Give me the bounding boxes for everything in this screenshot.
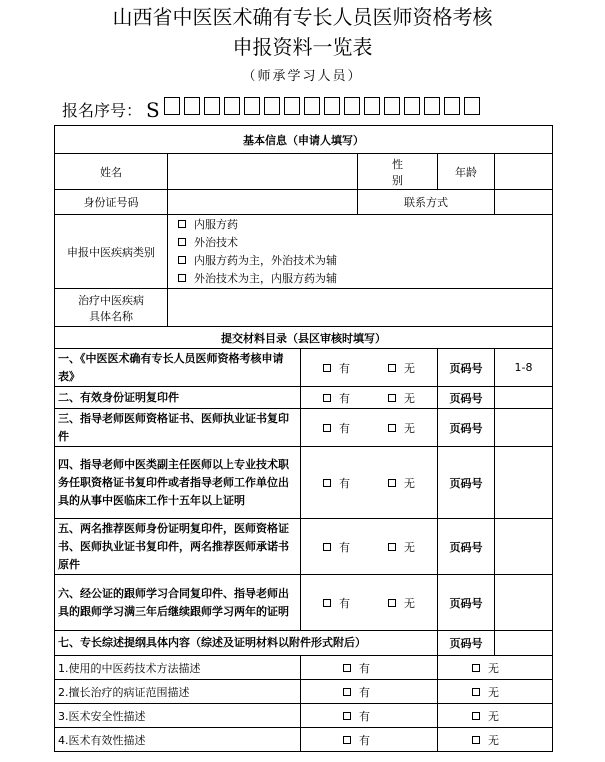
material-row	[55, 409, 553, 447]
application-form-table	[54, 125, 553, 752]
checkbox[interactable]	[388, 424, 396, 432]
category-row	[55, 215, 553, 289]
category-label: 申报中医疾病类别	[55, 215, 168, 289]
checkbox[interactable]	[323, 543, 331, 551]
age-field[interactable]	[495, 154, 553, 190]
checkbox[interactable]	[343, 688, 351, 696]
material-item: 六、经公证的跟师学习合同复印件、指导老师出具的跟师学习满三年后继续跟师学习两年的证明	[55, 575, 301, 631]
material-item: 七、专长综述提纲具体内容（综述及证明材料以附件形式附后）	[55, 631, 438, 656]
contact-field[interactable]	[495, 190, 553, 215]
no-option[interactable]: 无	[438, 680, 553, 704]
age-label: 年龄	[438, 154, 495, 190]
checkbox[interactable]	[388, 543, 396, 551]
basic-info-header-row	[55, 126, 553, 154]
basic-info-header: 基本信息（申请人填写）	[55, 126, 553, 154]
material-row	[55, 519, 553, 575]
no-option[interactable]: 无	[438, 704, 553, 728]
page-value[interactable]	[495, 575, 553, 631]
no-option[interactable]: 无	[438, 728, 553, 752]
yes-option[interactable]: 有	[323, 360, 350, 376]
checkbox[interactable]	[472, 688, 480, 696]
page-label: 页码号	[438, 575, 495, 631]
checkbox[interactable]	[343, 664, 351, 672]
page-value[interactable]: 1-8	[495, 349, 553, 387]
material-item: 一、《中医医术确有专长人员医师资格考核申请表》	[55, 349, 301, 387]
id-row	[55, 190, 553, 215]
sub-item: 1.使用的中医药技术方法描述	[55, 656, 301, 680]
sub-item: 4.医术有效性描述	[55, 728, 301, 752]
disease-field[interactable]	[168, 289, 553, 327]
category-option[interactable]: 内服方药为主，外治技术为辅	[178, 252, 549, 270]
yes-option[interactable]: 有	[323, 420, 350, 436]
page-label: 页码号	[438, 387, 495, 409]
material-row	[55, 447, 553, 519]
applicant-type: （师承学习人员）	[242, 69, 363, 84]
material-row	[55, 575, 553, 631]
page-label: 页码号	[438, 409, 495, 447]
registration-digit-box[interactable]	[164, 97, 180, 115]
yes-no-options	[301, 447, 438, 519]
page-label: 页码号	[438, 631, 495, 656]
yes-option[interactable]: 有	[301, 728, 438, 752]
checkbox[interactable]	[178, 274, 186, 282]
checkbox[interactable]	[388, 599, 396, 607]
id-field[interactable]	[168, 190, 358, 215]
checkbox[interactable]	[472, 712, 480, 720]
checkbox[interactable]	[388, 479, 396, 487]
registration-number	[62, 96, 482, 122]
material-item: 二、有效身份证明复印件	[55, 387, 301, 409]
yes-no-options	[301, 519, 438, 575]
category-option[interactable]: 内服方药	[178, 216, 549, 234]
page-value[interactable]	[495, 631, 553, 656]
registration-digit-box[interactable]	[204, 97, 220, 115]
yes-no-options	[301, 575, 438, 631]
document-subtitle: 申报资料一览表	[232, 35, 373, 59]
category-option[interactable]: 外治技术为主，内服方药为辅	[178, 270, 549, 288]
id-label: 身份证号码	[55, 190, 168, 215]
yes-option[interactable]: 有	[323, 539, 350, 555]
material-item: 四、指导老师中医类副主任医师以上专业技术职务任职资格证书复印件或者指导老师工作单位出具的从事中医临床工作十五年以上证明	[55, 447, 301, 519]
category-option[interactable]: 外治技术	[178, 234, 549, 252]
registration-number-boxes[interactable]	[162, 97, 482, 122]
checkbox[interactable]	[472, 736, 480, 744]
material-item: 三、指导老师医师资格证书、医师执业证书复印件	[55, 409, 301, 447]
category-options	[168, 215, 553, 289]
registration-digit-box[interactable]	[264, 97, 280, 115]
registration-digit-box[interactable]	[284, 97, 300, 115]
yes-no-options	[301, 409, 438, 447]
registration-digit-box[interactable]	[324, 97, 340, 115]
registration-digit-box[interactable]	[344, 97, 360, 115]
disease-row	[55, 289, 553, 327]
no-option[interactable]: 无	[388, 420, 415, 436]
checkbox[interactable]	[343, 736, 351, 744]
name-label: 姓名	[55, 154, 168, 190]
sub-item-row	[55, 704, 553, 728]
yes-option[interactable]: 有	[301, 704, 438, 728]
registration-digit-box[interactable]	[464, 97, 480, 115]
materials-header-row	[55, 327, 553, 349]
checkbox[interactable]	[388, 394, 396, 402]
yes-option[interactable]: 有	[301, 680, 438, 704]
page-value[interactable]	[495, 519, 553, 575]
contact-label: 联系方式	[358, 190, 495, 215]
checkbox[interactable]	[323, 364, 331, 372]
sub-item-row	[55, 656, 553, 680]
no-option[interactable]: 无	[388, 595, 415, 611]
yes-option[interactable]: 有	[323, 390, 350, 406]
sub-item: 2.擅长治疗的病证范围描述	[55, 680, 301, 704]
registration-digit-box[interactable]	[384, 97, 400, 115]
material-item: 五、两名推荐医师身份证明复印件，医师资格证书、医师执业证书复印件，两名推荐医师承诺书原件	[55, 519, 301, 575]
registration-digit-box[interactable]	[444, 97, 460, 115]
checkbox[interactable]	[178, 256, 186, 264]
registration-digit-box[interactable]	[224, 97, 240, 115]
materials-header: 提交材料目录（县区审核时填写）	[55, 327, 553, 349]
no-option[interactable]: 无	[388, 475, 415, 491]
name-row	[55, 154, 553, 190]
checkbox[interactable]	[343, 712, 351, 720]
material-row	[55, 349, 553, 387]
document-title: 山西省中医医术确有专长人员医师资格考核	[112, 5, 493, 29]
yes-option[interactable]: 有	[301, 656, 438, 680]
registration-digit-box[interactable]	[404, 97, 420, 115]
page-label: 页码号	[438, 519, 495, 575]
sub-item: 3.医术安全性描述	[55, 704, 301, 728]
page-label: 页码号	[438, 349, 495, 387]
page-label: 页码号	[438, 447, 495, 519]
checkbox[interactable]	[323, 394, 331, 402]
yes-option[interactable]: 有	[323, 595, 350, 611]
checkbox[interactable]	[472, 664, 480, 672]
yes-no-options	[301, 387, 438, 409]
checkbox[interactable]	[323, 424, 331, 432]
checkbox[interactable]	[178, 238, 186, 246]
material-row	[55, 387, 553, 409]
no-option[interactable]: 无	[438, 656, 553, 680]
sub-item-row	[55, 728, 553, 752]
page-value[interactable]	[495, 387, 553, 409]
no-option[interactable]: 无	[388, 539, 415, 555]
page-value[interactable]	[495, 447, 553, 519]
registration-digit-box[interactable]	[424, 97, 440, 115]
registration-number-label: 报名序号：	[62, 101, 143, 120]
checkbox[interactable]	[323, 479, 331, 487]
registration-digit-box[interactable]	[244, 97, 260, 115]
no-option[interactable]: 无	[388, 390, 415, 406]
registration-digit-box[interactable]	[364, 97, 380, 115]
gender-label: 性 别	[358, 154, 438, 190]
no-option[interactable]: 无	[388, 360, 415, 376]
checkbox[interactable]	[323, 599, 331, 607]
sub-item-row	[55, 680, 553, 704]
registration-digit-box[interactable]	[304, 97, 320, 115]
material-row	[55, 631, 553, 656]
disease-label: 治疗中医疾病 具体名称	[55, 289, 168, 327]
checkbox[interactable]	[388, 364, 396, 372]
name-field[interactable]	[168, 154, 358, 190]
registration-number-prefix: S	[146, 98, 160, 122]
yes-no-options	[301, 349, 438, 387]
checkbox[interactable]	[178, 220, 186, 228]
yes-option[interactable]: 有	[323, 475, 350, 491]
page-value[interactable]	[495, 409, 553, 447]
registration-digit-box[interactable]	[184, 97, 200, 115]
